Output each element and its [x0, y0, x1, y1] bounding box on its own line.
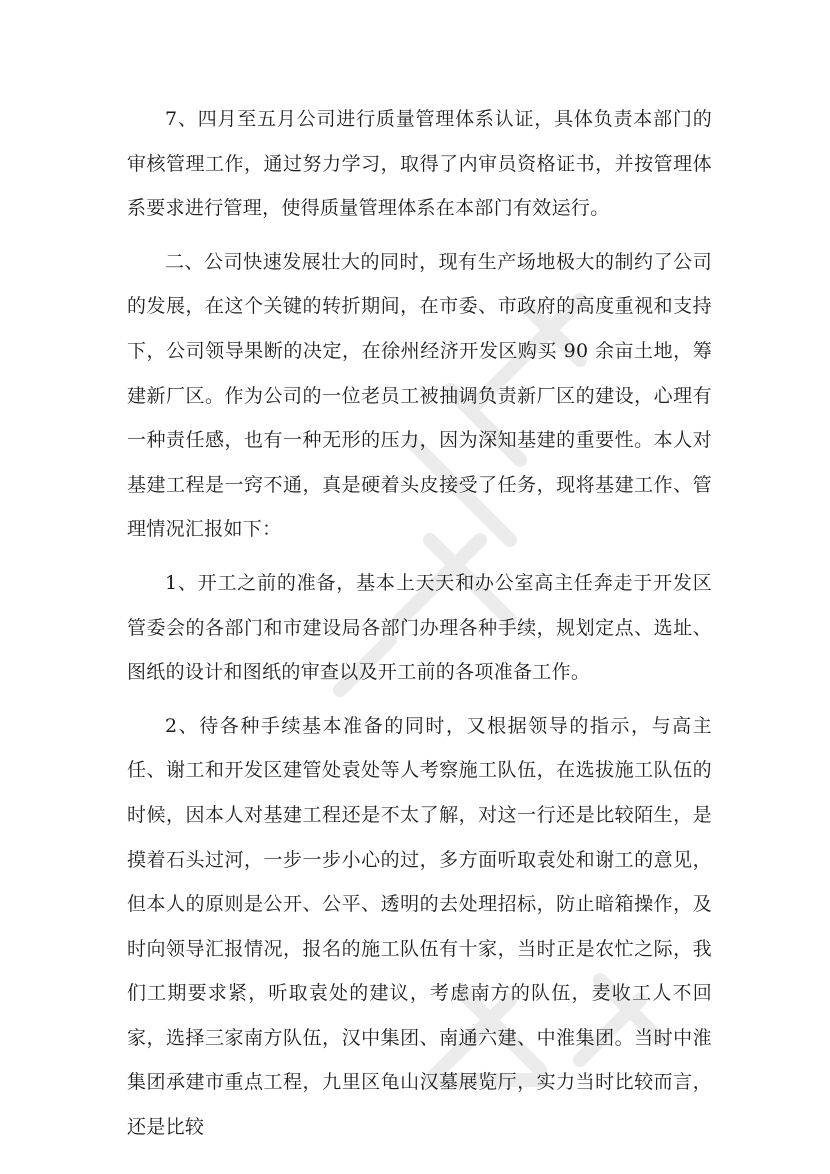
paragraph-preparation-before-start: 1、开工之前的准备，基本上天天和办公室高主任奔走于开发区管委会的各部门和市建设局各部门办理各种手续，规划定点、选址、图纸的设计和图纸的审查以及开工前的各项准备工作。	[127, 571, 712, 684]
paragraph-quality-certification: 7、四月至五月公司进行质量管理体系认证，具体负责本部门的审核管理工作，通过努力学习，取得了内审员资格证书，并按管理体系要求进行管理，使得质量管理体系在本部门有效运行。	[127, 108, 712, 220]
document-body	[127, 97, 712, 1159]
paragraph-new-plant-construction: 二、公司快速发展壮大的同时，现有生产场地极大的制约了公司的发展，在这个关键的转折期间，在市委、市政府的高度重视和支持下，公司领导果断的决定，在徐州经济开发区购买 90 余亩土地，筹建新厂区。作为公司的一位老员工被抽调负责新厂区的建设，心理有一种责任感，也有一种无形的压力，因为深知基建的重要性。本人对基建工程是一窍不通，真是硬着头皮接受了任务，现将基建工作、管理情况汇报如下：	[127, 250, 712, 541]
paragraph-contractor-selection: 2、待各种手续基本准备的同时，又根据领导的指示，与高主任、谢工和开发区建管处袁处等人考察施工队伍，在选拔施工队伍的时候，因本人对基建工程还是不太了解，对这一行还是比较陌生，是摸着石头过河，一步一步小心的过，多方面听取袁处和谢工的意见，但本人的原则是公开、公平、透明的去处理招标，防止暗箱操作，及时向领导汇报情况，报名的施工队伍有十家，当时正是农忙之际，我们工期要求紧，听取袁处的建议，考虑南方的队伍，麦收工人不回家，选择三家南方队伍，汉中集团、南通六建、中淮集团。当时中淮集团承建市重点工程，九里区龟山汉墓展览厅，实力当时比较而言，还是比较	[127, 714, 712, 1139]
